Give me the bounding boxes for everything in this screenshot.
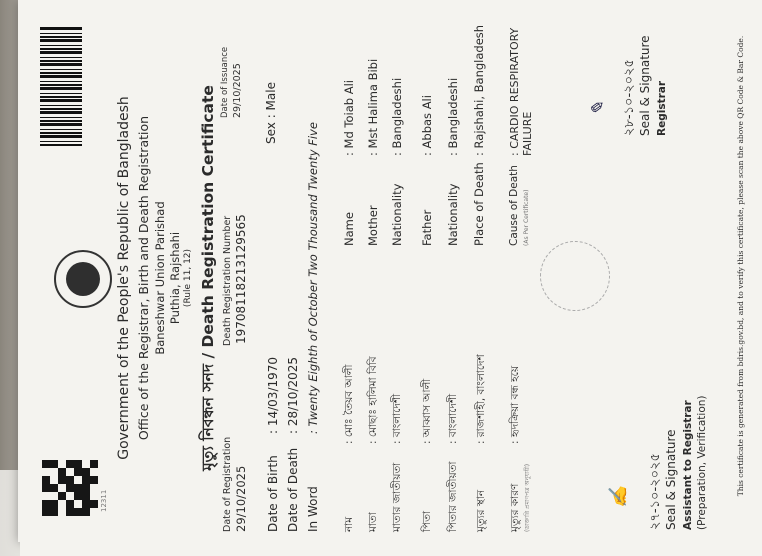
bangla-row-label: মাতা [367,512,379,532]
bangla-row-label: পিতার জাতীয়তা [447,461,459,532]
government-name: Government of the People's Republic of Bangladesh [116,96,132,460]
english-row-label: Name [342,212,356,246]
dob-label: Date of Birth [266,455,280,532]
cause-value-line2: FAILURE [521,111,534,156]
death-certificate [20,0,762,556]
bangla-row-value: : মোছাঃ হালিমা বিবি [367,356,379,444]
assistant-signature: ✍ [608,485,629,508]
dod-label: Date of Death [286,447,300,532]
cause-label: Cause of Death [508,165,520,246]
registration-date-value: 29/10/2025 [234,465,248,532]
registrar-signature: ✎ [588,100,609,116]
english-row-value: : Bangladeshi [446,77,460,156]
bangla-row-value: : হৃদক্রিয়া বন্ধ হয়ে [509,365,521,444]
issuance-date-label: Date of Issuance [220,46,230,118]
sex: Sex : Male [264,82,278,144]
assistant-date: ২৭-১০-২০২৫ [648,453,663,530]
dod-value: : 28/10/2025 [286,356,300,434]
registrar-seal-label: Seal & Signature [638,35,652,136]
english-row-value: : Abbas Ali [420,95,434,156]
footer-note: This certificate is generated from bdris.gov.bd, and to verify this certificate, please scan the above QR Code & Bar Code. [736,35,745,497]
bangla-row-label: পিতা [421,510,433,532]
cause-note-bn: (ডাক্তারি প্রমাণপত্র অনুযায়ী) [524,463,531,532]
registrar-date: ২৮-১০-২০২৫ [622,59,637,136]
office-name: Office of the Registrar, Birth and Death Registration [136,115,151,441]
registration-date-label: Date of Registration [222,436,233,532]
official-seal [540,241,610,311]
english-row-label: Father [420,209,434,246]
assistant-sub: (Preparation, Verification) [696,395,708,530]
bangla-row-value: : রাজশাহী, বাংলাদেশ [475,354,487,444]
english-row-value: : Rajshahi, Bangladesh [472,24,486,156]
barcode [40,26,82,146]
serial-number: 12311 [100,489,108,512]
inword-label: In Word [306,486,320,532]
registration-number-value: 19708118213129565 [234,214,248,344]
registrar-role: Registrar [656,80,668,136]
english-row-label: Nationality [446,183,460,246]
union-name: Baneshwar Union Parishad [153,201,167,355]
bangla-row-value: : আব্বাস আলী [421,378,433,444]
english-row-label: Nationality [390,183,404,246]
english-row-value: : Mst Halima Bibi [366,58,380,156]
assistant-role: Assistant to Registrar [682,400,694,530]
assistant-seal-label: Seal & Signature [664,429,678,530]
english-row-value: : Bangladeshi [390,77,404,156]
inword-value: : Twenty Eighth of October Two Thousand Twenty Five [306,122,320,434]
english-row-label: Place of Death [472,162,486,246]
location: Puthia, Rajshahi [168,231,182,325]
certificate-title: মৃত্যু নিবন্ধন সনদ / Death Registration Certificate [199,85,217,471]
bangla-row-label: মাতার জাতীয়তা [391,462,403,532]
rule-reference: (Rule 11, 12) [183,248,193,308]
dob-value: : 14/03/1970 [266,356,280,434]
bangla-row-label: মৃত্যুর কারণ [509,483,521,532]
issuance-date-value: 29/10/2025 [232,63,243,118]
english-row-value: : Md Toiab Ali [342,80,356,156]
english-row-label: Mother [366,205,380,246]
bangla-row-value: : বাংলাদেশী [447,393,459,444]
bangla-row-value: : মোঃ তৈয়ব আলী [343,364,355,444]
bangla-row-label: নাম [343,516,355,532]
cause-note-en: (As Per Certificate) [523,189,530,246]
bangla-row-label: মৃত্যুর স্থান [475,489,487,532]
cause-value: : CARDIO RESPIRATORY [508,27,521,156]
bangla-row-value: : বাংলাদেশী [391,393,403,444]
qr-code [42,460,98,516]
government-emblem [54,250,112,308]
registration-number-label: Death Registration Number [222,215,233,346]
